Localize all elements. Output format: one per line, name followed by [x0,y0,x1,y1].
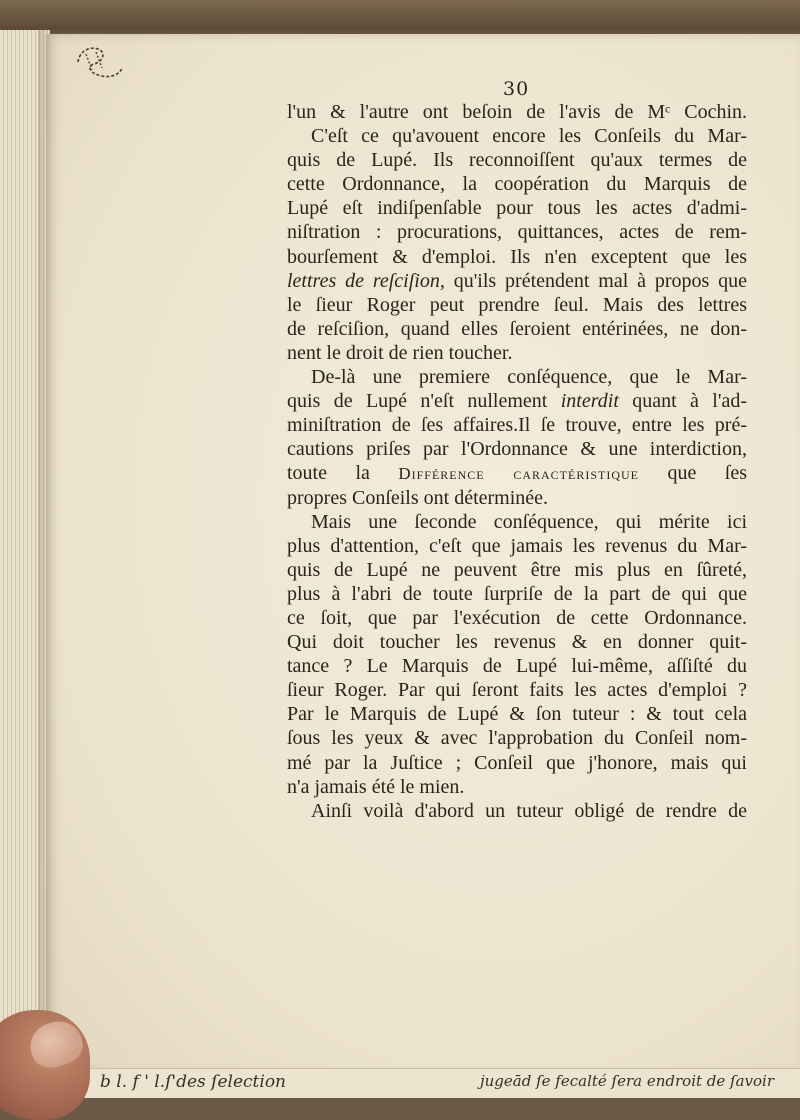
text-line: plus à l'abri de toute ſurpriſe de la part de qui que [287,582,747,605]
text-line: Mais une ſeconde conſéquence, qui mérite ici [311,510,747,533]
text-line: bourſement & d'emploi. Ils n'en exceptent que les [287,245,747,268]
text-line: C'eſt ce qu'avouent encore les Conſeils du Mar- [311,125,747,148]
text-line: n'a jamais été le mien. [287,775,465,798]
text-line: niſtration : procurations, quittances, actes de rem- [287,221,747,244]
text-segment: toute la [287,462,399,485]
text-line: cette Ordonnance, la coopération du Marquis de [287,173,747,196]
text-line [287,389,747,413]
text-line: le ſieur Roger peut prendre ſeul. Mais des lettres [287,293,747,316]
text-line: ce ſoit, que par l'exécution de cette Ordonnance. [287,606,747,629]
small-caps-phrase: Différence caractéristique [398,464,639,484]
text-segment: que ſes [639,462,747,485]
handwritten-note-right: jugeād ſe fecalté ſera endroit de ſavoir [480,1072,775,1090]
text-line [287,269,747,293]
text-segment: qu'ils prétendent mal à propos que [444,269,747,292]
text-line: plus d'attention, c'eſt que jamais les revenus du Mar- [287,534,747,557]
text-line: ſous les yeux & avec l'approbation du Conſeil nom- [287,727,747,750]
text-line: tance ? Le Marquis de Lupé lui-même, aſſiſté du [287,655,747,678]
text-line: Lupé eſt indiſpenſable pour tous les actes d'admi- [287,197,747,220]
text-segment: quis de Lupé n'eſt nullement [287,390,561,413]
text-line: Ainſi voilà d'abord un tuteur obligé de rendre de [311,799,747,822]
page-number: 30 [503,78,530,100]
text-segment: quant à l'ad- [618,390,747,413]
body-text [287,100,747,823]
text-line: Par le Marquis de Lupé & ſon tuteur : & tout cela [287,703,747,726]
gutter-shadow [38,30,52,1070]
text-line: cautions priſes par l'Ordonnance & une interdiction, [287,438,747,461]
text-line: De-là une premiere conſéquence, que le Mar- [311,366,747,389]
text-line: propres Conſeils ont déterminée. [287,486,549,509]
handwritten-note-left: b l. f ' l.ſ'des ſelection [100,1072,287,1092]
text-line: mé par la Juſtice ; Conſeil que j'honore, mais qui [287,751,747,774]
text-line [287,461,747,485]
text-line: quis de Lupé. Ils reconnoiſſent qu'aux termes de [287,149,747,172]
text-line: miniſtration de ſes affaires.Il ſe trouve, entre les pré- [287,414,747,437]
ms-mark-icon [72,40,128,84]
text-line: l'un & l'autre ont beſoin de l'avis de Mᶜ Cochin. [287,101,747,123]
text-line: de reſciſion, quand elles ſeroient entérinées, ne don- [287,317,747,340]
text-line: nent le droit de rien toucher. [287,341,513,364]
italic-phrase: interdit [560,390,619,413]
text-line: quis de Lupé ne peuvent être mis plus en ſûreté, [287,558,747,581]
text-line: Qui doit toucher les revenus & en donner quit- [287,631,747,654]
italic-phrase: lettres de reſciſion, [287,269,445,292]
text-line: ſieur Roger. Par qui ſeront faits les actes d'emploi ? [287,679,747,702]
